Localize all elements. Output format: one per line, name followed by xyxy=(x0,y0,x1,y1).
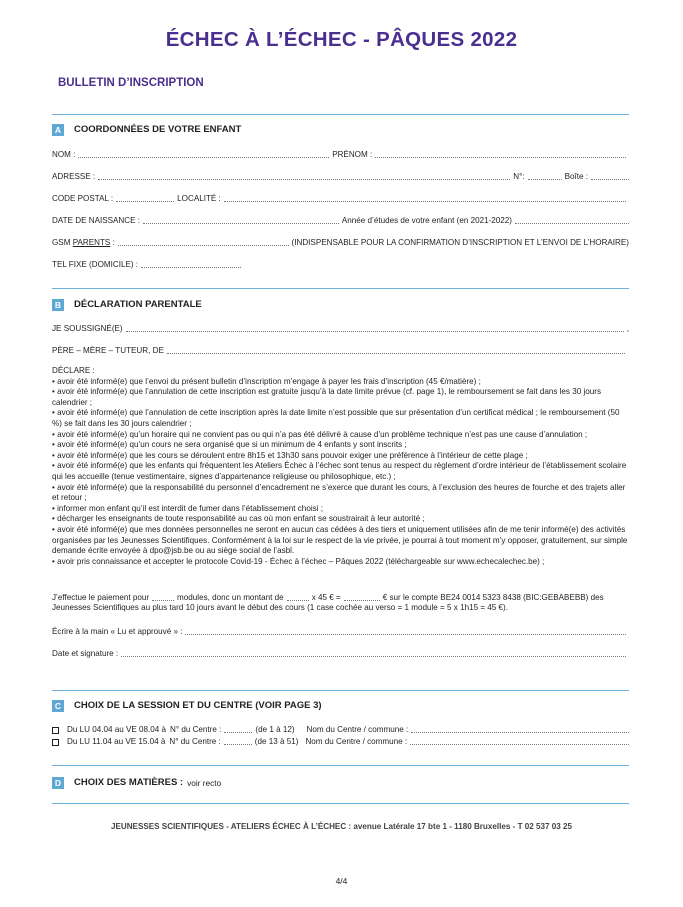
centre-number-field[interactable] xyxy=(224,737,252,745)
date-signature-field[interactable] xyxy=(121,649,626,657)
centre-number-label: N° du Centre : xyxy=(170,724,222,734)
declaration-item: • avoir été informé(e) que mes données personnelles ne seront en aucun cas cédées à des tiers et uniquement utilisées afin de me tenir informé(e) des activités organisées par les Jeunesses Scientifiques. Conformément à la loi sur le respect de la vie privée, je pourrai à tout moment m’y opposer, gratuitement, sur simple demande écrite envoyée à dpo@jsb.be ou au siège social de l’asbl. xyxy=(52,524,628,556)
form-subtitle: BULLETIN D’INSCRIPTION xyxy=(58,77,204,89)
lu-approuve-field[interactable] xyxy=(185,627,626,635)
declaration-item: • décharger les enseignants de toute responsabilité au cas où mon enfant se soustrairait à leur autorité ; xyxy=(52,514,425,524)
numero-label: N°: xyxy=(513,171,525,181)
gsm-suffix: : xyxy=(110,237,115,247)
soussigne-field[interactable] xyxy=(126,324,624,332)
tel-fixe-label: TEL FIXE (DOMICILE) : xyxy=(52,259,139,269)
boite-label: Boîte : xyxy=(564,171,588,181)
section-divider xyxy=(52,803,629,804)
section-divider xyxy=(52,288,629,289)
date-signature-label: Date et signature : xyxy=(52,648,119,658)
section-a-header xyxy=(52,123,241,137)
lu-approuve-row xyxy=(52,625,629,637)
nom-label: NOM : xyxy=(52,149,76,159)
section-d-badge: D xyxy=(52,777,64,789)
declaration-item: • avoir été informé(e) que la responsabilité du personnel d’encadrement ne s’exerce que durant les cours, à l’exclusion des heures de fourche et des trajets aller et retour ; xyxy=(52,482,626,503)
localite-label: LOCALITÉ : xyxy=(177,193,221,203)
session-row xyxy=(52,736,629,747)
prenom-field[interactable] xyxy=(375,150,626,158)
nom-field[interactable] xyxy=(78,150,329,158)
paiement-line-2: Jeunesses Scientifiques au plus tard 10 jours avant le début des cours (1 case cochée au verso = 1 module = 5 x 1h15 = 45 €). xyxy=(52,603,509,612)
gsm-prefix: GSM xyxy=(52,237,73,247)
lu-approuve-label: Écrire à la main « Lu et approuvé » : xyxy=(52,626,183,636)
centre-number-field[interactable] xyxy=(224,725,252,733)
birth-row xyxy=(52,214,629,226)
centre-name-label: Nom du Centre / commune : xyxy=(305,736,408,746)
soussigne-comma: , xyxy=(626,323,629,333)
tel-row xyxy=(52,258,629,270)
gsm-parents: PARENTS xyxy=(72,237,111,247)
montant-field[interactable] xyxy=(287,593,309,601)
gsm-note: (INDISPENSABLE POUR LA CONFIRMATION D’INSCRIPTION ET L’ENVOI DE L’HORAIRE) xyxy=(291,237,629,247)
numero-field[interactable] xyxy=(528,172,562,180)
section-divider xyxy=(52,765,629,766)
date-naissance-field[interactable] xyxy=(143,216,339,224)
total-field[interactable] xyxy=(344,593,380,601)
address-row xyxy=(52,170,629,182)
adresse-field[interactable] xyxy=(98,172,510,180)
annee-etudes-field[interactable] xyxy=(515,216,629,224)
section-c-badge: C xyxy=(52,700,64,712)
postal-row xyxy=(52,192,629,204)
code-postal-label: CODE POSTAL : xyxy=(52,193,114,203)
paiement-text-2: modules, donc un montant de xyxy=(177,592,284,602)
centre-name-field[interactable] xyxy=(411,725,629,733)
declaration-list xyxy=(52,366,629,567)
section-b-header xyxy=(52,298,202,312)
section-c-header xyxy=(52,699,322,713)
adresse-label: ADRESSE : xyxy=(52,171,96,181)
declaration-item: • informer mon enfant qu’il est interdit de fumer dans l’établissement choisi ; xyxy=(52,503,323,513)
gsm-label xyxy=(52,238,115,248)
section-divider xyxy=(52,114,629,115)
paiement-text-3: x 45 € = xyxy=(311,592,341,602)
centre-range: (de 13 à 51) xyxy=(254,736,299,746)
soussigne-row xyxy=(52,322,629,334)
section-d-header xyxy=(52,776,221,790)
declaration-item: • avoir été informé(e) qu’un horaire qui ne convient pas ou qui n’a pas été délivré à cause d’un problème technique n’est pas une cause d’annulation ; xyxy=(52,429,588,439)
name-row xyxy=(52,148,629,160)
declare-label: DÉCLARE : xyxy=(52,366,95,375)
section-d-note: voir recto xyxy=(187,777,222,788)
section-a-title: COORDONNÉES DE VOTRE ENFANT xyxy=(74,124,242,136)
session-checkbox[interactable] xyxy=(52,727,59,734)
localite-field[interactable] xyxy=(224,194,626,202)
gsm-field[interactable] xyxy=(118,238,289,246)
centre-number-label: N° du Centre : xyxy=(169,736,221,746)
section-d-title: CHOIX DES MATIÈRES : xyxy=(74,777,184,789)
gsm-row xyxy=(52,236,629,248)
section-b-badge: B xyxy=(52,299,64,311)
declaration-item: • avoir été informé(e) que l’annulation de cette inscription est gratuite jusqu’à la date limite prévue (cf. page 1), le remboursement se fait dans les 30 jours calendrier ; xyxy=(52,387,602,407)
declaration-item: • avoir pris connaissance et accepter le protocole Covid-19 - Échec à l’échec – Pâques 2022 (téléchargeable sur www.echecalechec.be) ; xyxy=(52,556,545,566)
soussigne-label: JE SOUSSIGNÉ(E) xyxy=(52,323,123,333)
annee-etudes-label: Année d’études de votre enfant (en 2021-2022) xyxy=(341,215,512,225)
declaration-item: • avoir été informé(e) que les cours se déroulent entre 8h15 et 13h30 sans pouvoir exiger une préférence à l’intérieur de cette plage ; xyxy=(52,450,528,460)
paiement-text-4: € sur le compte BE24 0014 5323 8438 (BIC:GEBABEBB) des xyxy=(382,592,604,602)
section-b-title: DÉCLARATION PARENTALE xyxy=(74,299,202,311)
prenom-label: PRÉNOM : xyxy=(332,149,373,159)
declaration-item: • avoir été informé(e) que l’envoi du présent bulletin d’inscription m’engage à payer les frais d’inscription (45 €/matière) ; xyxy=(52,376,481,386)
date-signature-row xyxy=(52,647,629,659)
section-c-title: CHOIX DE LA SESSION ET DU CENTRE (VOIR PAGE 3) xyxy=(74,700,322,712)
pere-mere-row xyxy=(52,344,629,356)
code-postal-field[interactable] xyxy=(116,194,174,202)
modules-field[interactable] xyxy=(152,593,174,601)
declaration-item: • avoir été informé(e) que l’annulation de cette inscription après la date limite n’est possible que sur présentation d’un certificat médical ; le remboursement (50 %) se fait dans les 30 jours calendrier ; xyxy=(52,408,620,428)
session-dates: Du LU 11.04 au VE 15.04 à xyxy=(67,736,166,746)
centre-name-label: Nom du Centre / commune : xyxy=(306,724,409,734)
pere-mere-label: PÈRE – MÈRE – TUTEUR, DE xyxy=(52,345,164,355)
tel-fixe-field[interactable] xyxy=(141,260,241,268)
pere-mere-field[interactable] xyxy=(167,346,625,354)
session-checkbox[interactable] xyxy=(52,739,59,746)
page-number: 4/4 xyxy=(335,876,348,886)
paiement-row xyxy=(52,591,629,603)
page-title: ÉCHEC À L’ÉCHEC - PÂQUES 2022 xyxy=(165,28,518,51)
session-dates: Du LU 04.04 au VE 08.04 à xyxy=(67,724,166,734)
centre-name-field[interactable] xyxy=(410,737,629,745)
date-naissance-label: DATE DE NAISSANCE : xyxy=(52,215,140,225)
paiement-text-1: J’effectue le paiement pour xyxy=(52,592,150,602)
section-a-badge: A xyxy=(52,124,64,136)
declaration-item: • avoir été informé(e) qu’un cours ne sera organisé que si un minimum de 4 enfants y sont inscrits ; xyxy=(52,440,407,450)
declaration-item: • avoir été informé(e) que les enfants qui fréquentent les Ateliers Échec à l’échec sont tenus au respect du règlement d’ordre intérieur de l’établissement scolaire qui les accueille (tenue vestimentaire, signes d’appartenance religieuse ou philosophique, etc.) ; xyxy=(52,461,627,481)
boite-field[interactable] xyxy=(591,172,629,180)
section-divider xyxy=(52,690,629,691)
session-row xyxy=(52,724,629,735)
footer: JEUNESSES SCIENTIFIQUES - ATELIERS ÉCHEC À L’ÉCHEC : avenue Latérale 17 bte 1 - 1180 Bruxelles - T 02 537 03 25 xyxy=(110,822,573,831)
centre-range: (de 1 à 12) xyxy=(255,724,295,734)
